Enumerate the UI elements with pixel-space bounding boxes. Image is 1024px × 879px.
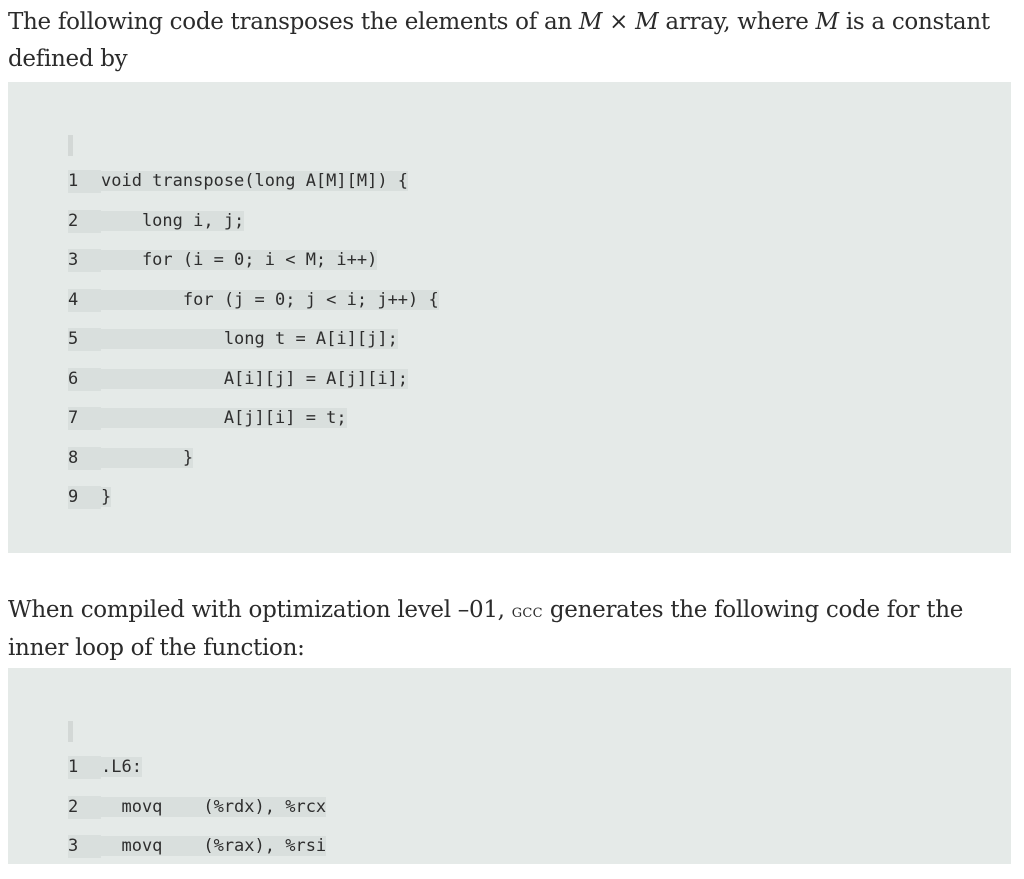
line-text: for (i = 0; i < M; i++)	[101, 250, 378, 270]
line-number: 9	[68, 486, 101, 509]
line-text: movq (%rax), %rsi	[101, 836, 327, 856]
var-m: M	[635, 9, 659, 35]
code-line	[68, 796, 326, 819]
line-text: }	[101, 487, 112, 507]
line-text: long i, j;	[101, 211, 245, 231]
line-number: 6	[68, 368, 101, 391]
line-number: 3	[68, 249, 101, 272]
code-line	[68, 328, 398, 351]
line-text: void transpose(long A[M][M]) {	[101, 171, 409, 191]
intro-text-mid: array, where	[658, 9, 816, 35]
line-text: for (j = 0; j < i; j++) {	[101, 290, 439, 310]
code-line	[68, 756, 142, 779]
code-line	[68, 407, 347, 430]
intro-text-after: is a constant defined by	[8, 9, 990, 72]
c-code-block	[8, 82, 1011, 553]
line-number: 1	[68, 756, 101, 779]
asm-code-block	[8, 668, 1011, 864]
line-number: 2	[68, 210, 101, 233]
line-text: .L6:	[101, 757, 142, 777]
line-number: 5	[68, 328, 101, 351]
code-line	[68, 835, 326, 858]
gcc-label: gcc	[511, 600, 543, 622]
code-block-marker	[68, 721, 73, 742]
var-m: M	[578, 9, 603, 35]
line-number: 2	[68, 796, 101, 819]
line-number: 3	[68, 835, 101, 858]
code-line	[68, 447, 193, 470]
line-text: A[j][i] = t;	[101, 408, 347, 428]
line-text: movq (%rdx), %rcx	[101, 797, 327, 817]
code-line	[68, 210, 244, 233]
line-text: long t = A[i][j];	[101, 329, 398, 349]
code-line	[68, 289, 439, 312]
code-line	[68, 249, 377, 272]
line-number: 4	[68, 289, 101, 312]
line-number: 8	[68, 447, 101, 470]
compile-paragraph	[8, 592, 1016, 667]
intro-text-before: The following code transposes the elements of an	[8, 9, 579, 35]
code-block-marker	[68, 135, 73, 156]
line-number: 7	[68, 407, 101, 430]
para2-text-before: When compiled with optimization level –01,	[8, 597, 512, 623]
times-sign: ×	[602, 9, 636, 35]
para2-text-after: generates the following code for the inner loop of the function:	[8, 597, 964, 661]
line-text: A[i][j] = A[j][i];	[101, 369, 409, 389]
var-m: M	[815, 9, 839, 35]
code-line	[68, 486, 111, 509]
line-text: }	[101, 448, 194, 468]
code-line	[68, 170, 408, 193]
line-number: 1	[68, 170, 101, 193]
code-line	[68, 368, 408, 391]
